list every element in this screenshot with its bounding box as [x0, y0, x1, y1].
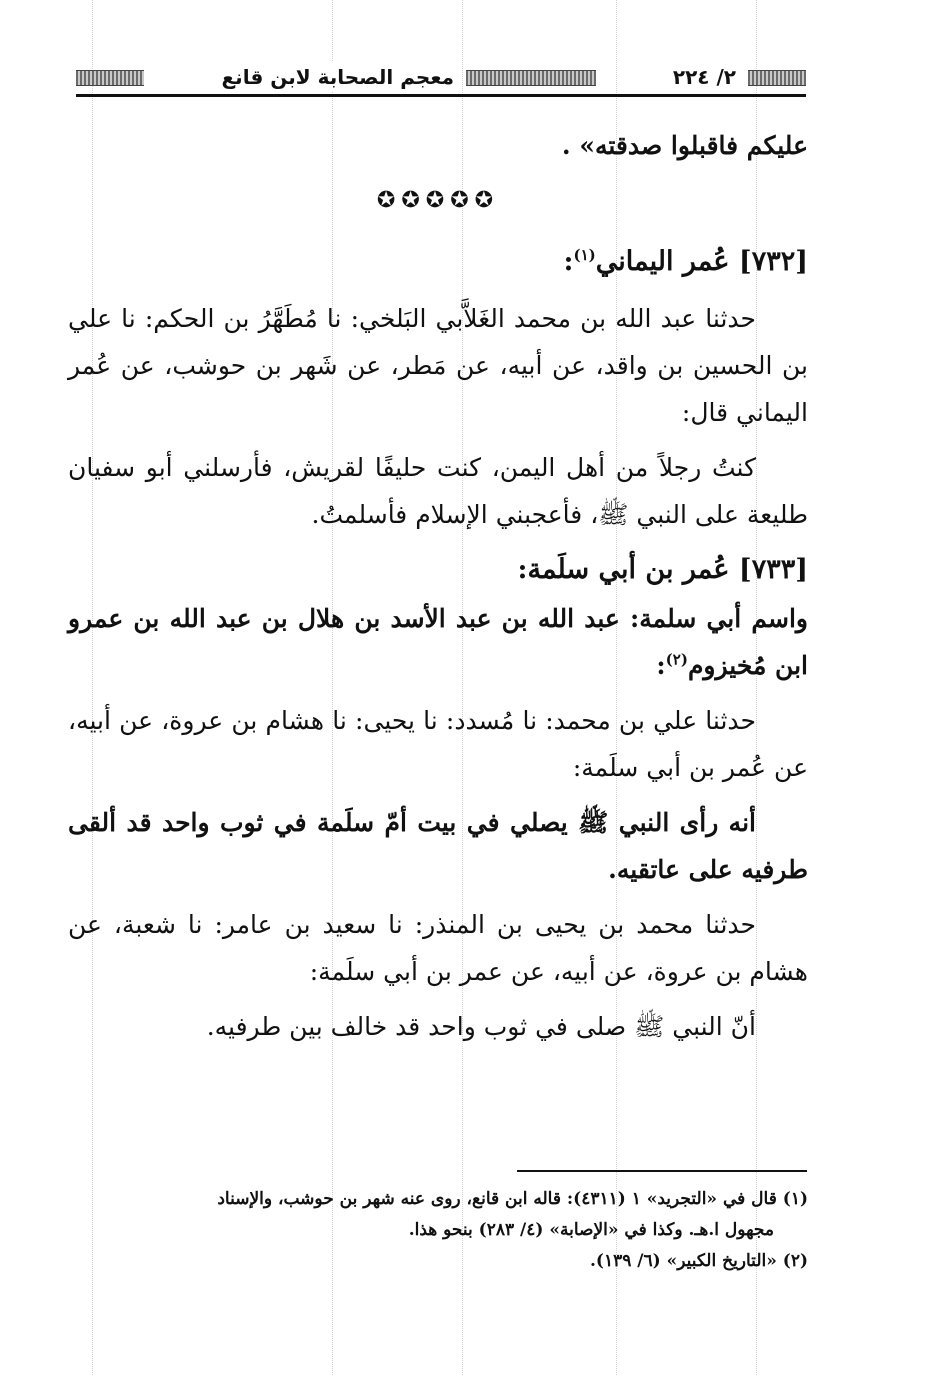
- footnotes: [68, 1184, 808, 1277]
- header-ornament-band: [466, 70, 596, 86]
- entry-heading-733: [٧٣٣] عُمر بن أبي سلَمة:: [517, 554, 808, 585]
- continuation-text: عليكم فاقبلوا صدقته» .: [561, 131, 808, 160]
- header-rule: [76, 94, 806, 97]
- footnote-ref-2[interactable]: (٢): [665, 650, 688, 669]
- page-header: [76, 58, 806, 98]
- footnote-separator: [517, 1170, 807, 1172]
- name-colon: :: [656, 651, 666, 680]
- name-paragraph: [68, 595, 808, 689]
- book-title: معجم الصحابة لابن قانع: [216, 62, 460, 92]
- isnad-paragraph: حدثنا محمد بن يحيى بن المنذر: نا سعيد بن عامر: نا شعبة، عن هشام بن عروة، عن أبيه، عن عمر بن أبي سلَمة:: [68, 910, 808, 986]
- footnote-1: (١) قال في «التجريد» ١ (٤٣١١): قاله ابن قانع، روى عنه شهر بن حوشب، والإسناد: [217, 1189, 808, 1209]
- page-number: ٢/ ٢٢٤: [667, 62, 742, 92]
- name-text: واسم أبي سلمة: عبد الله بن عبد الأسد بن هلال بن عبد الله بن عمرو ابن مُخيزوم: [68, 604, 808, 680]
- header-ornament-band: [76, 70, 144, 86]
- footnote-ref-1[interactable]: (١): [573, 246, 596, 264]
- header-ornament-band: [748, 70, 806, 86]
- isnad-paragraph: حدثنا علي بن محمد: نا مُسدد: نا يحيى: نا هشام بن عروة، عن أبيه، عن عُمر بن أبي سلَمة:: [68, 706, 808, 782]
- section-separator-stars: ✪✪✪✪✪: [376, 188, 500, 213]
- matn-paragraph: أنه رأى النبي ﷺ يصلي في بيت أمّ سلَمة في ثوب واحد قد ألقى طرفيه على عاتقيه.: [68, 808, 808, 884]
- heading-colon: :: [563, 246, 574, 277]
- entry-heading-732: [68, 238, 808, 285]
- footnote-1-continuation: مجهول ا.هـ. وكذا في «الإصابة» (٤/ ٢٨٣) بنحو هذا.: [408, 1220, 774, 1240]
- matn-paragraph: أنّ النبي ﷺ صلى في ثوب واحد قد خالف بين طرفيه.: [206, 1012, 756, 1041]
- footnote-2: (٢) «التاريخ الكبير» (٦/ ١٣٩).: [590, 1251, 808, 1271]
- isnad-paragraph: حدثنا عبد الله بن محمد الغَلاَّبي البَلخي: نا مُطَهَّرُ بن الحكم: نا علي بن الحسين بن واقد، عن أبيه، عن مَطر، عن شَهر بن حوشب، عن عُمر اليماني قال:: [68, 304, 808, 427]
- entry-heading-text: [٧٣٢] عُمر اليماني: [595, 246, 808, 277]
- matn-paragraph: كنتُ رجلاً من أهل اليمن، كنت حليفًا لقريش، فأرسلني أبو سفيان طليعة على النبي ﷺ، فأعجبني الإسلام فأسلمتُ.: [68, 453, 808, 529]
- main-text: [68, 122, 808, 1058]
